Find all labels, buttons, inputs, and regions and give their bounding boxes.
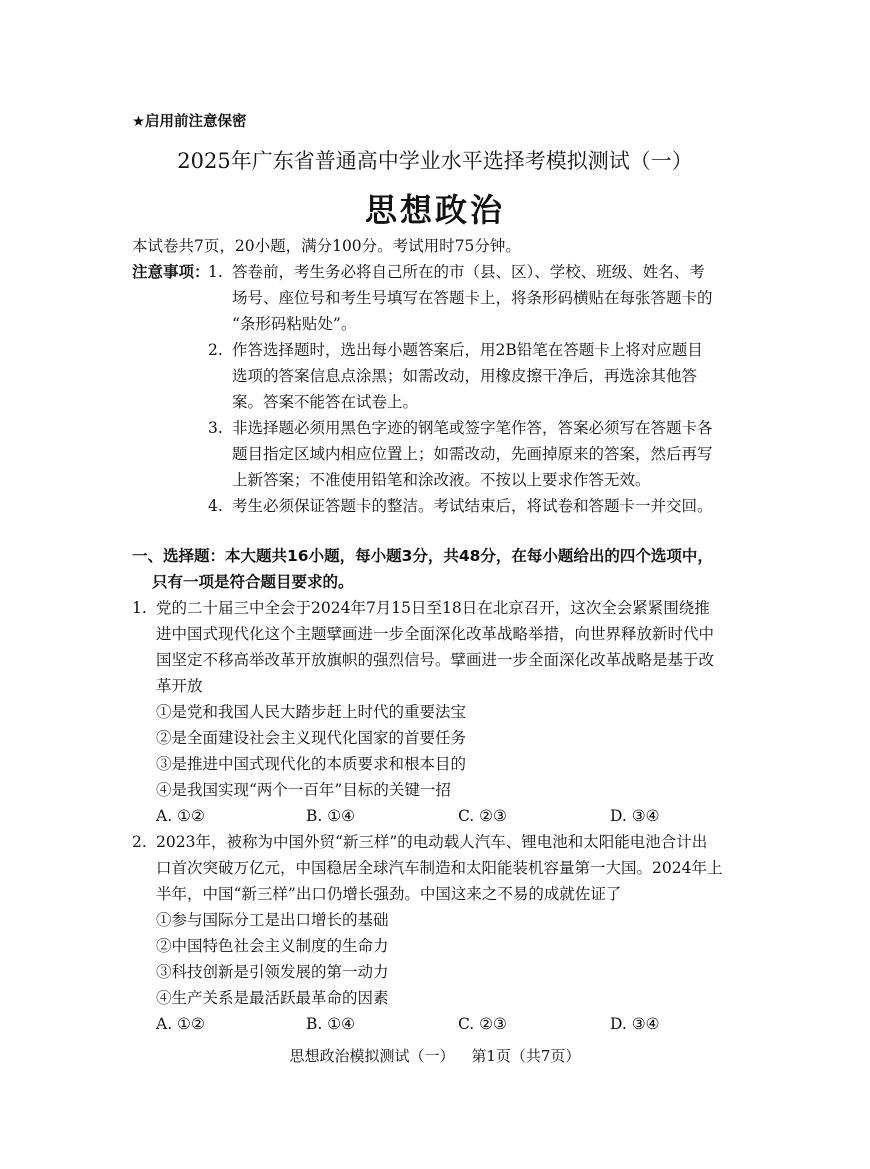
exam-info: 本试卷共7页，20小题，满分100分。考试用时75分钟。 — [132, 237, 521, 255]
note-line: 答卷前，考生务必将自己所在的市（县、区）、学校、班级、姓名、考 — [232, 263, 705, 281]
footer-exam-name: 思想政治模拟测试（一） — [289, 1047, 455, 1065]
note-line: “条形码粘贴处”。 — [232, 315, 357, 333]
note-line: 场号、座位号和考生号填写在答题卡上，将条形码横贴在每张答题卡的 — [232, 289, 713, 307]
statement: ①是党和我国人民大踏步赶上时代的重要法宝 — [156, 703, 467, 721]
confidential-notice: ★启用前注意保密 — [132, 114, 247, 130]
statement: ③是推进中国式现代化的本质要求和根本目的 — [156, 755, 467, 773]
section-heading: 一、选择题：本大题共16小题，每小题3分，共48分，在每小题给出的四个选项中， — [132, 547, 713, 565]
question-stem: 国坚定不移高举改革开放旗帜的强烈信号。擘画进一步全面深化改革战略是基于改 — [156, 651, 715, 669]
note-number: 3. — [208, 419, 223, 437]
question-stem: 口首次突破万亿元，中国稳居全球汽车制造和太阳能装机容量第一大国。2024年上 — [156, 859, 723, 877]
option-d: D. ③④ — [610, 807, 660, 825]
question-stem: 进中国式现代化这个主题擘画进一步全面深化改革战略举措，向世界释放新时代中 — [156, 625, 715, 643]
question-number: 1. — [132, 599, 147, 617]
option-a: A. ①② — [156, 807, 205, 825]
note-line: 上新答案；不准使用铅笔和涂改液。不按以上要求作答无效。 — [232, 471, 651, 489]
section-heading-cont: 只有一项是符合题目要求的。 — [152, 573, 354, 591]
note-number: 4. — [208, 497, 223, 515]
question-stem: 革开放 — [156, 677, 203, 695]
note-line: 题目指定区域内相应位置上；如需改动，先画掉原来的答案，然后再写 — [232, 445, 713, 463]
note-line: 非选择题必须用黑色字迹的钢笔或签字笔作答，答案必须写在答题卡各 — [232, 419, 713, 437]
question-stem: 半年，中国“新三样”出口仍增长强劲。中国这来之不易的成就佐证了 — [156, 885, 622, 903]
page-footer — [0, 1046, 870, 1066]
statement: ④是我国实现“两个一百年”目标的关键一招 — [156, 781, 451, 799]
statement: ②中国特色社会主义制度的生命力 — [156, 937, 389, 955]
page-title: 思想政治 — [364, 191, 505, 229]
option-c: C. ②③ — [458, 1015, 507, 1033]
exam-subtitle: 2025年广东省普通高中学业水平选择考模拟测试（一） — [177, 149, 693, 173]
question-stem: 2023年，被称为中国外贸“新三样”的电动载人汽车、锂电池和太阳能电池合计出 — [156, 833, 708, 851]
note-line: 案。答案不能答在试卷上。 — [232, 393, 419, 411]
option-d: D. ③④ — [610, 1015, 660, 1033]
option-a: A. ①② — [156, 1015, 205, 1033]
statement: ①参与国际分工是出口增长的基础 — [156, 911, 389, 929]
note-line: 作答选择题时，选出每小题答案后，用2B铅笔在答题卡上将对应题目 — [232, 341, 703, 359]
note-number: 1. — [208, 263, 223, 281]
note-line: 选项的答案信息点涂黑；如需改动，用橡皮擦干净后，再选涂其他答 — [232, 367, 698, 385]
option-b: B. ①④ — [306, 1015, 356, 1033]
statement: ②是全面建设社会主义现代化国家的首要任务 — [156, 729, 467, 747]
note-number: 2. — [208, 341, 223, 359]
statement: ④生产关系是最活跃最革命的因素 — [156, 989, 389, 1007]
question-number: 2. — [132, 833, 147, 851]
option-c: C. ②③ — [458, 807, 507, 825]
statement: ③科技创新是引领发展的第一动力 — [156, 963, 389, 981]
notes-label: 注意事项： — [132, 263, 210, 281]
question-stem: 党的二十届三中全会于2024年7月15日至18日在北京召开，这次全会紧紧围绕推 — [156, 599, 710, 617]
footer-page-number: 第1页（共7页） — [471, 1047, 581, 1065]
option-b: B. ①④ — [306, 807, 356, 825]
note-line: 考生必须保证答题卡的整洁。考试结束后，将试卷和答题卡一并交回。 — [232, 497, 713, 515]
